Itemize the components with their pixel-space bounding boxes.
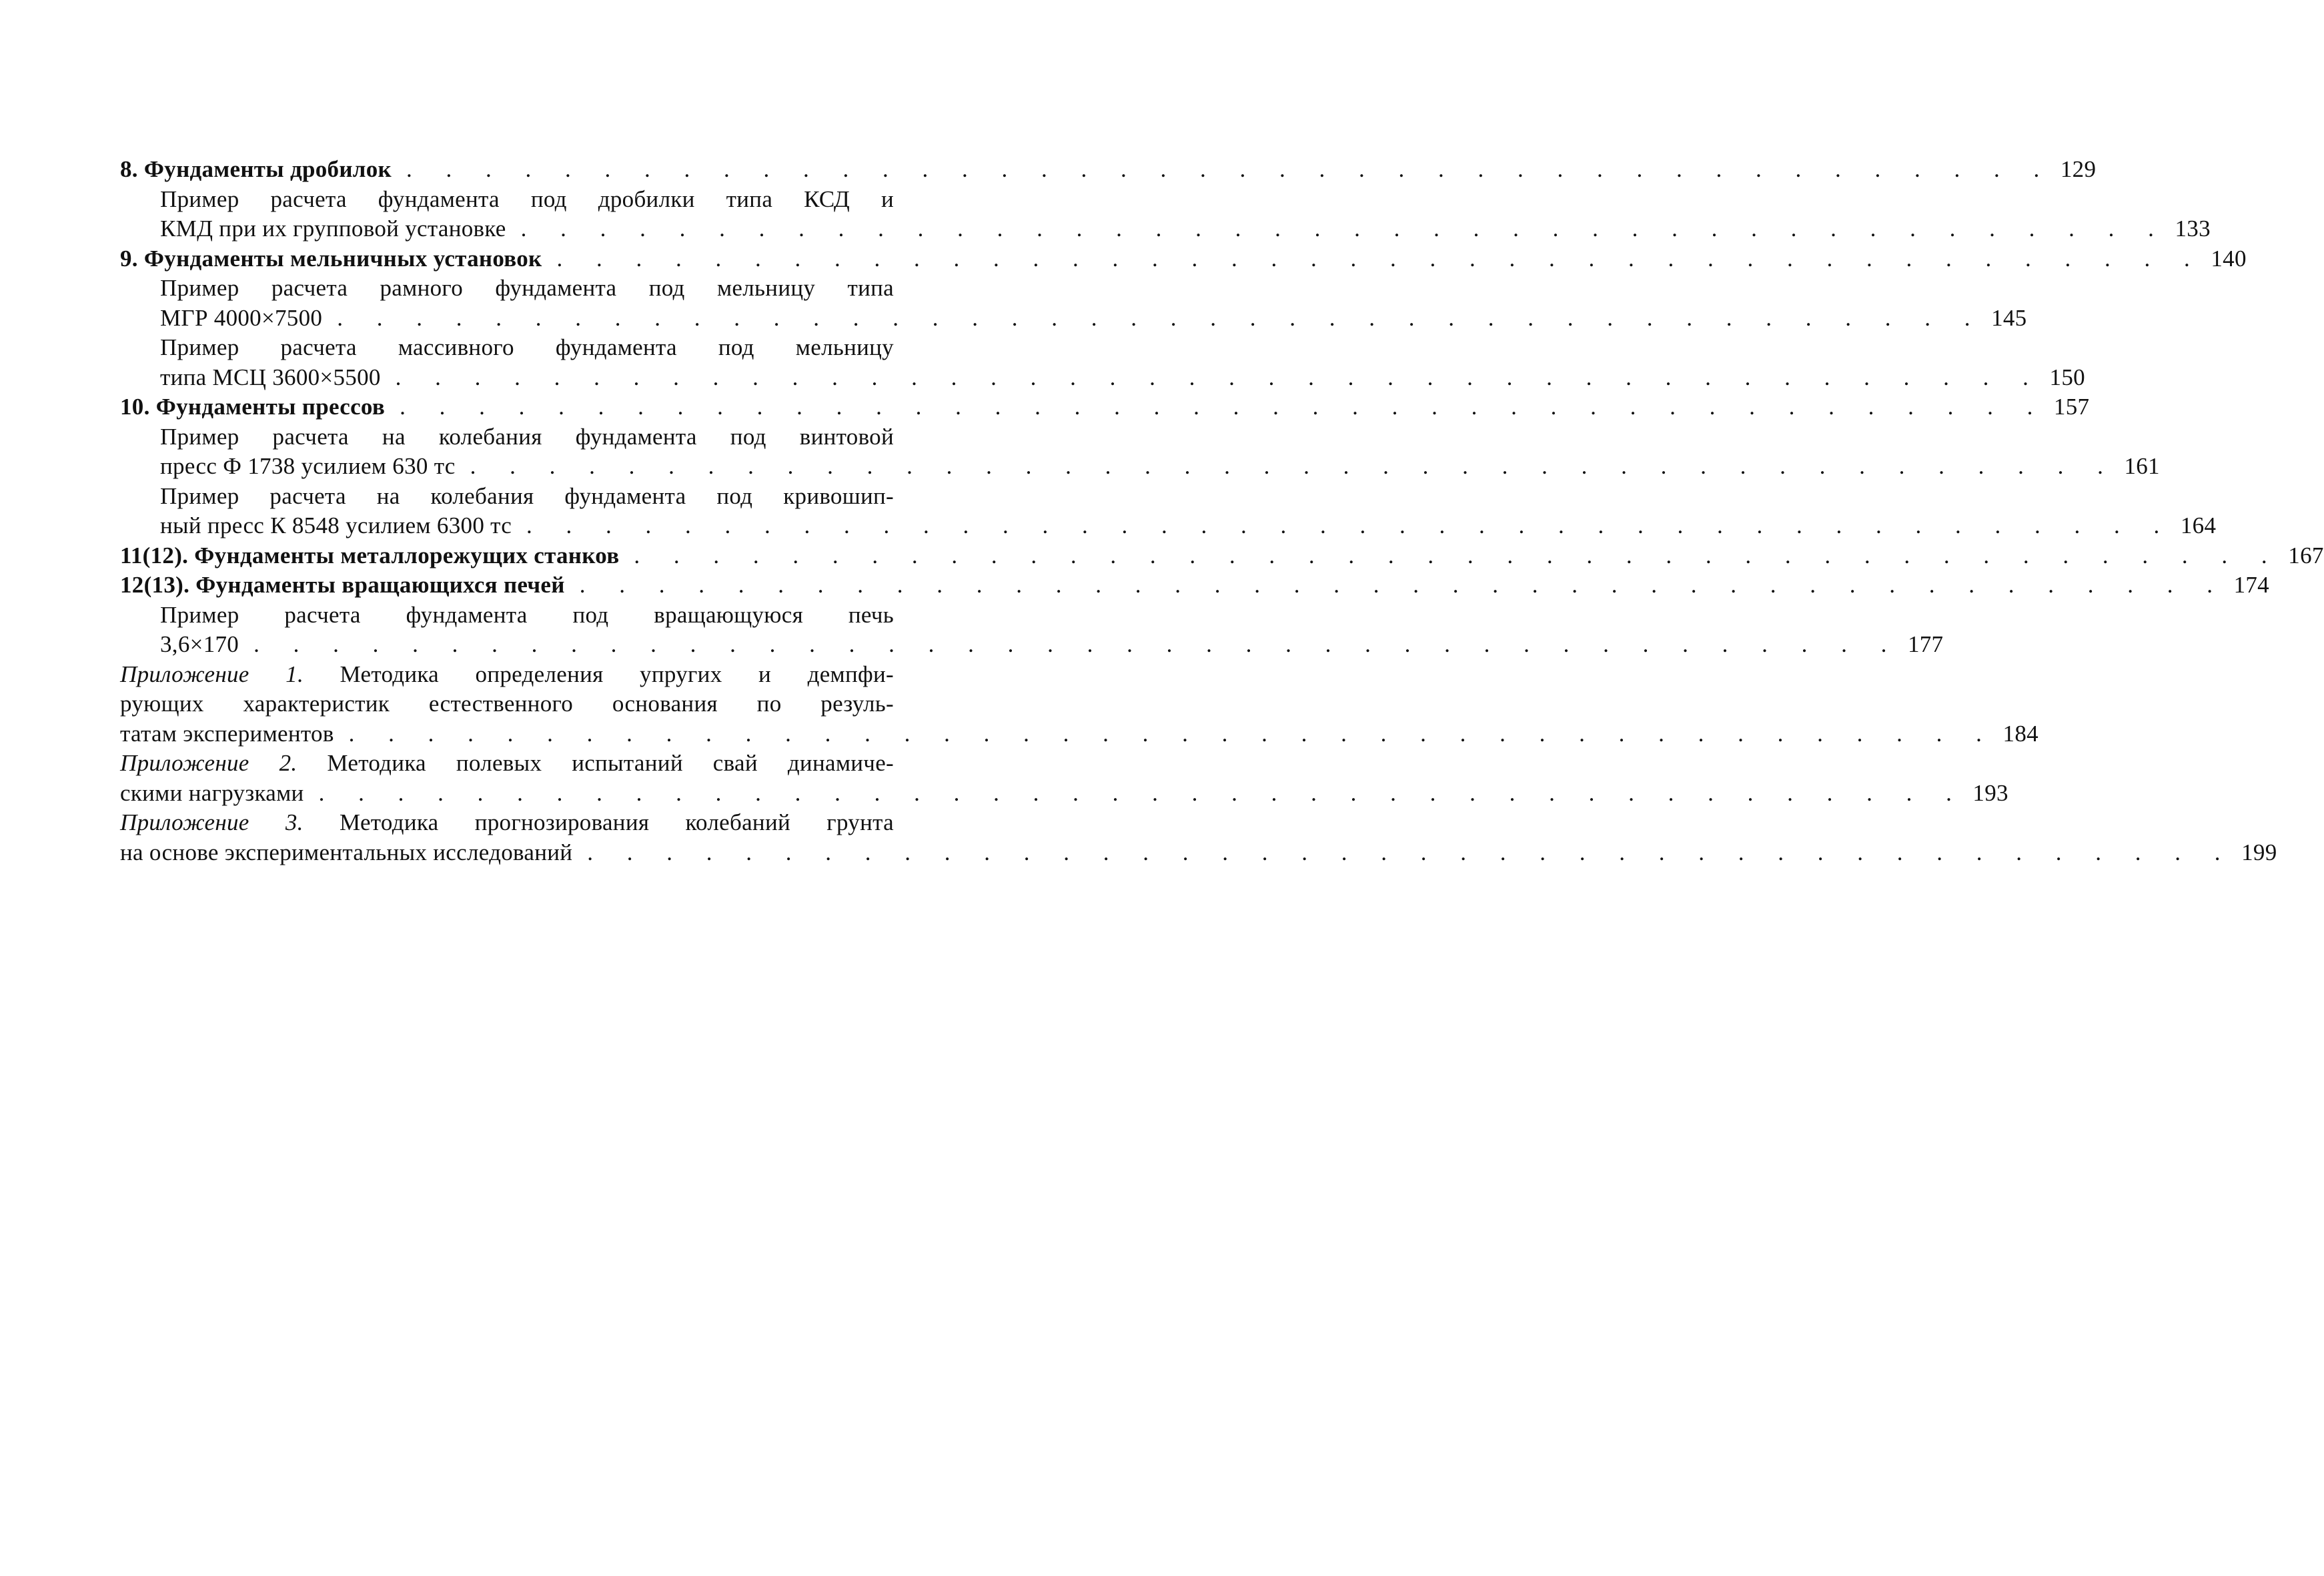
toc-entry <box>120 333 2085 392</box>
toc-line <box>160 363 2085 393</box>
entry-line: Пример расчета массивного фундамента под мельницу <box>160 334 894 360</box>
page-number: 157 <box>2053 394 2090 420</box>
entry-line: Методика прогнозирования колебаний грунта <box>340 809 894 835</box>
section-heading: Фундаменты вращающихся печей <box>195 572 565 598</box>
toc-entry <box>120 274 2027 333</box>
toc-line <box>160 304 2027 334</box>
dot-leader: . . . . . . . . . . . . . . . . . . . . . . . . . . . . . . . . . . . . . . . . . . <box>395 364 2043 390</box>
toc-entry <box>120 422 2160 482</box>
dot-leader: . . . . . . . . . . . . . . . . . . . . . . . . . . . . . . . . . . . . . . . . . . <box>526 512 2174 538</box>
page-number: 199 <box>2241 839 2277 865</box>
entry-line: ный пресс К 8548 усилием 6300 тс <box>160 512 512 538</box>
toc-line <box>120 779 2008 809</box>
entry-line: Пример расчета на колебания фундамента под кривошип- <box>160 482 894 509</box>
entry-line: Пример расчета на колебания фундамента под винтовой <box>160 423 894 450</box>
entry-line: рующих характеристик естественного основания по резуль- <box>120 691 894 717</box>
entry-line: МГР 4000×7500 <box>160 304 323 331</box>
dot-leader: . . . . . . . . . . . . . . . . . . . . . . . . . . . . . . . . . . . . . . . . . . <box>520 216 2168 242</box>
toc-entry <box>120 808 2277 867</box>
entry-line: Пример расчета фундамента под дробилки типа КСД и <box>160 185 894 212</box>
page-number: 174 <box>2233 572 2269 598</box>
dot-leader: . . . . . . . . . . . . . . . . . . . . . . . . . . . . . . . . . . . . . . . . . . <box>318 779 1966 806</box>
page-number: 150 <box>2049 364 2085 390</box>
entry-line: татам экспериментов <box>120 720 334 747</box>
toc-entry <box>120 660 2039 749</box>
dot-leader: . . . . . . . . . . . . . . . . . . . . . . . . . . . . . . . . . . . . . . . . . . <box>579 572 2227 598</box>
toc-entry <box>120 749 2008 808</box>
table-of-contents <box>120 155 2324 867</box>
page-number: 177 <box>1907 631 1944 657</box>
dot-leader: . . . . . . . . . . . . . . . . . . . . . . . . . . . . . . . . . . . . . . . . . . <box>406 156 2054 182</box>
section-number: 11(12). <box>120 542 189 568</box>
entry-line: Пример расчета фундамента под вращающуюся печь <box>160 601 894 628</box>
page-number: 129 <box>2060 156 2097 182</box>
section-number: 10. <box>120 394 150 420</box>
section-heading: Фундаменты прессов <box>155 394 386 420</box>
entry-line: пресс Ф 1738 усилием 630 тс <box>160 453 456 479</box>
dot-leader: . . . . . . . . . . . . . . . . . . . . . . . . . . . . . . . . . . . . . . . . . . <box>556 245 2204 272</box>
toc-line <box>120 719 2039 749</box>
page-number: 167 <box>2288 542 2324 568</box>
section-heading: Фундаменты дробилок <box>143 156 392 182</box>
dot-leader: . . . . . . . . . . . . . . . . . . . . . . . . . . . . . . . . . . . . . . . . . . <box>253 631 1901 657</box>
entry-line: Методика определения упругих и демпфи- <box>340 661 894 687</box>
toc-line <box>160 214 2211 244</box>
appendix-label: Приложение 2. <box>120 750 298 776</box>
toc-entry <box>120 601 1944 660</box>
section-heading: Фундаменты металлорежущих станков <box>194 542 620 568</box>
entry-line <box>120 749 894 779</box>
toc-line <box>120 155 2097 185</box>
page-number: 133 <box>2175 216 2211 242</box>
dot-leader: . . . . . . . . . . . . . . . . . . . . . . . . . . . . . . . . . . . . . . . . . . <box>470 453 2117 479</box>
entry-line <box>120 808 894 838</box>
entry-line: Методика полевых испытаний свай динамиче- <box>327 750 894 776</box>
dot-leader: . . . . . . . . . . . . . . . . . . . . . . . . . . . . . . . . . . . . . . . . . . <box>634 542 2281 568</box>
toc-line <box>160 511 2217 541</box>
page-number: 161 <box>2124 453 2160 479</box>
toc-entry <box>120 244 2247 274</box>
dot-leader: . . . . . . . . . . . . . . . . . . . . . . . . . . . . . . . . . . . . . . . . . . <box>587 839 2235 865</box>
toc-line <box>120 570 2269 601</box>
toc-entry <box>120 155 2097 185</box>
entry-line: Пример расчета рамного фундамента под мельницу типа <box>160 275 894 301</box>
dot-leader: . . . . . . . . . . . . . . . . . . . . . . . . . . . . . . . . . . . . . . . . . . <box>337 304 1984 331</box>
toc-line <box>120 392 2090 422</box>
toc-entry <box>120 541 2324 571</box>
dot-leader: . . . . . . . . . . . . . . . . . . . . . . . . . . . . . . . . . . . . . . . . . . <box>348 720 1996 747</box>
page-number: 193 <box>1972 779 2008 806</box>
entry-line: 3,6×170 <box>160 631 239 657</box>
entry-line: КМД при их групповой установке <box>160 216 506 242</box>
entry-line: на основе экспериментальных исследований <box>120 839 573 865</box>
dot-leader: . . . . . . . . . . . . . . . . . . . . . . . . . . . . . . . . . . . . . . . . . . <box>400 394 2047 420</box>
entry-line: скими нагрузками <box>120 779 304 806</box>
section-number: 8. <box>120 156 138 182</box>
entry-line: типа МСЦ 3600×5500 <box>160 364 381 390</box>
page-number: 184 <box>2002 720 2039 747</box>
page-number: 140 <box>2211 245 2247 272</box>
toc-entry <box>120 185 2211 244</box>
toc-entry <box>120 570 2269 601</box>
section-number: 12(13). <box>120 572 190 598</box>
toc-line <box>120 838 2277 868</box>
toc-line <box>120 541 2324 571</box>
page-number: 164 <box>2180 512 2217 538</box>
toc-line <box>120 244 2247 274</box>
toc-line <box>160 452 2160 482</box>
page-number: 145 <box>1991 304 2027 331</box>
section-heading: Фундаменты мельничных установок <box>143 245 542 272</box>
appendix-label: Приложение 1. <box>120 661 304 687</box>
section-number: 9. <box>120 245 138 272</box>
entry-line <box>120 660 894 690</box>
toc-entry <box>120 392 2090 422</box>
toc-entry <box>120 482 2217 541</box>
appendix-label: Приложение 3. <box>120 809 304 835</box>
toc-line <box>160 630 1944 660</box>
